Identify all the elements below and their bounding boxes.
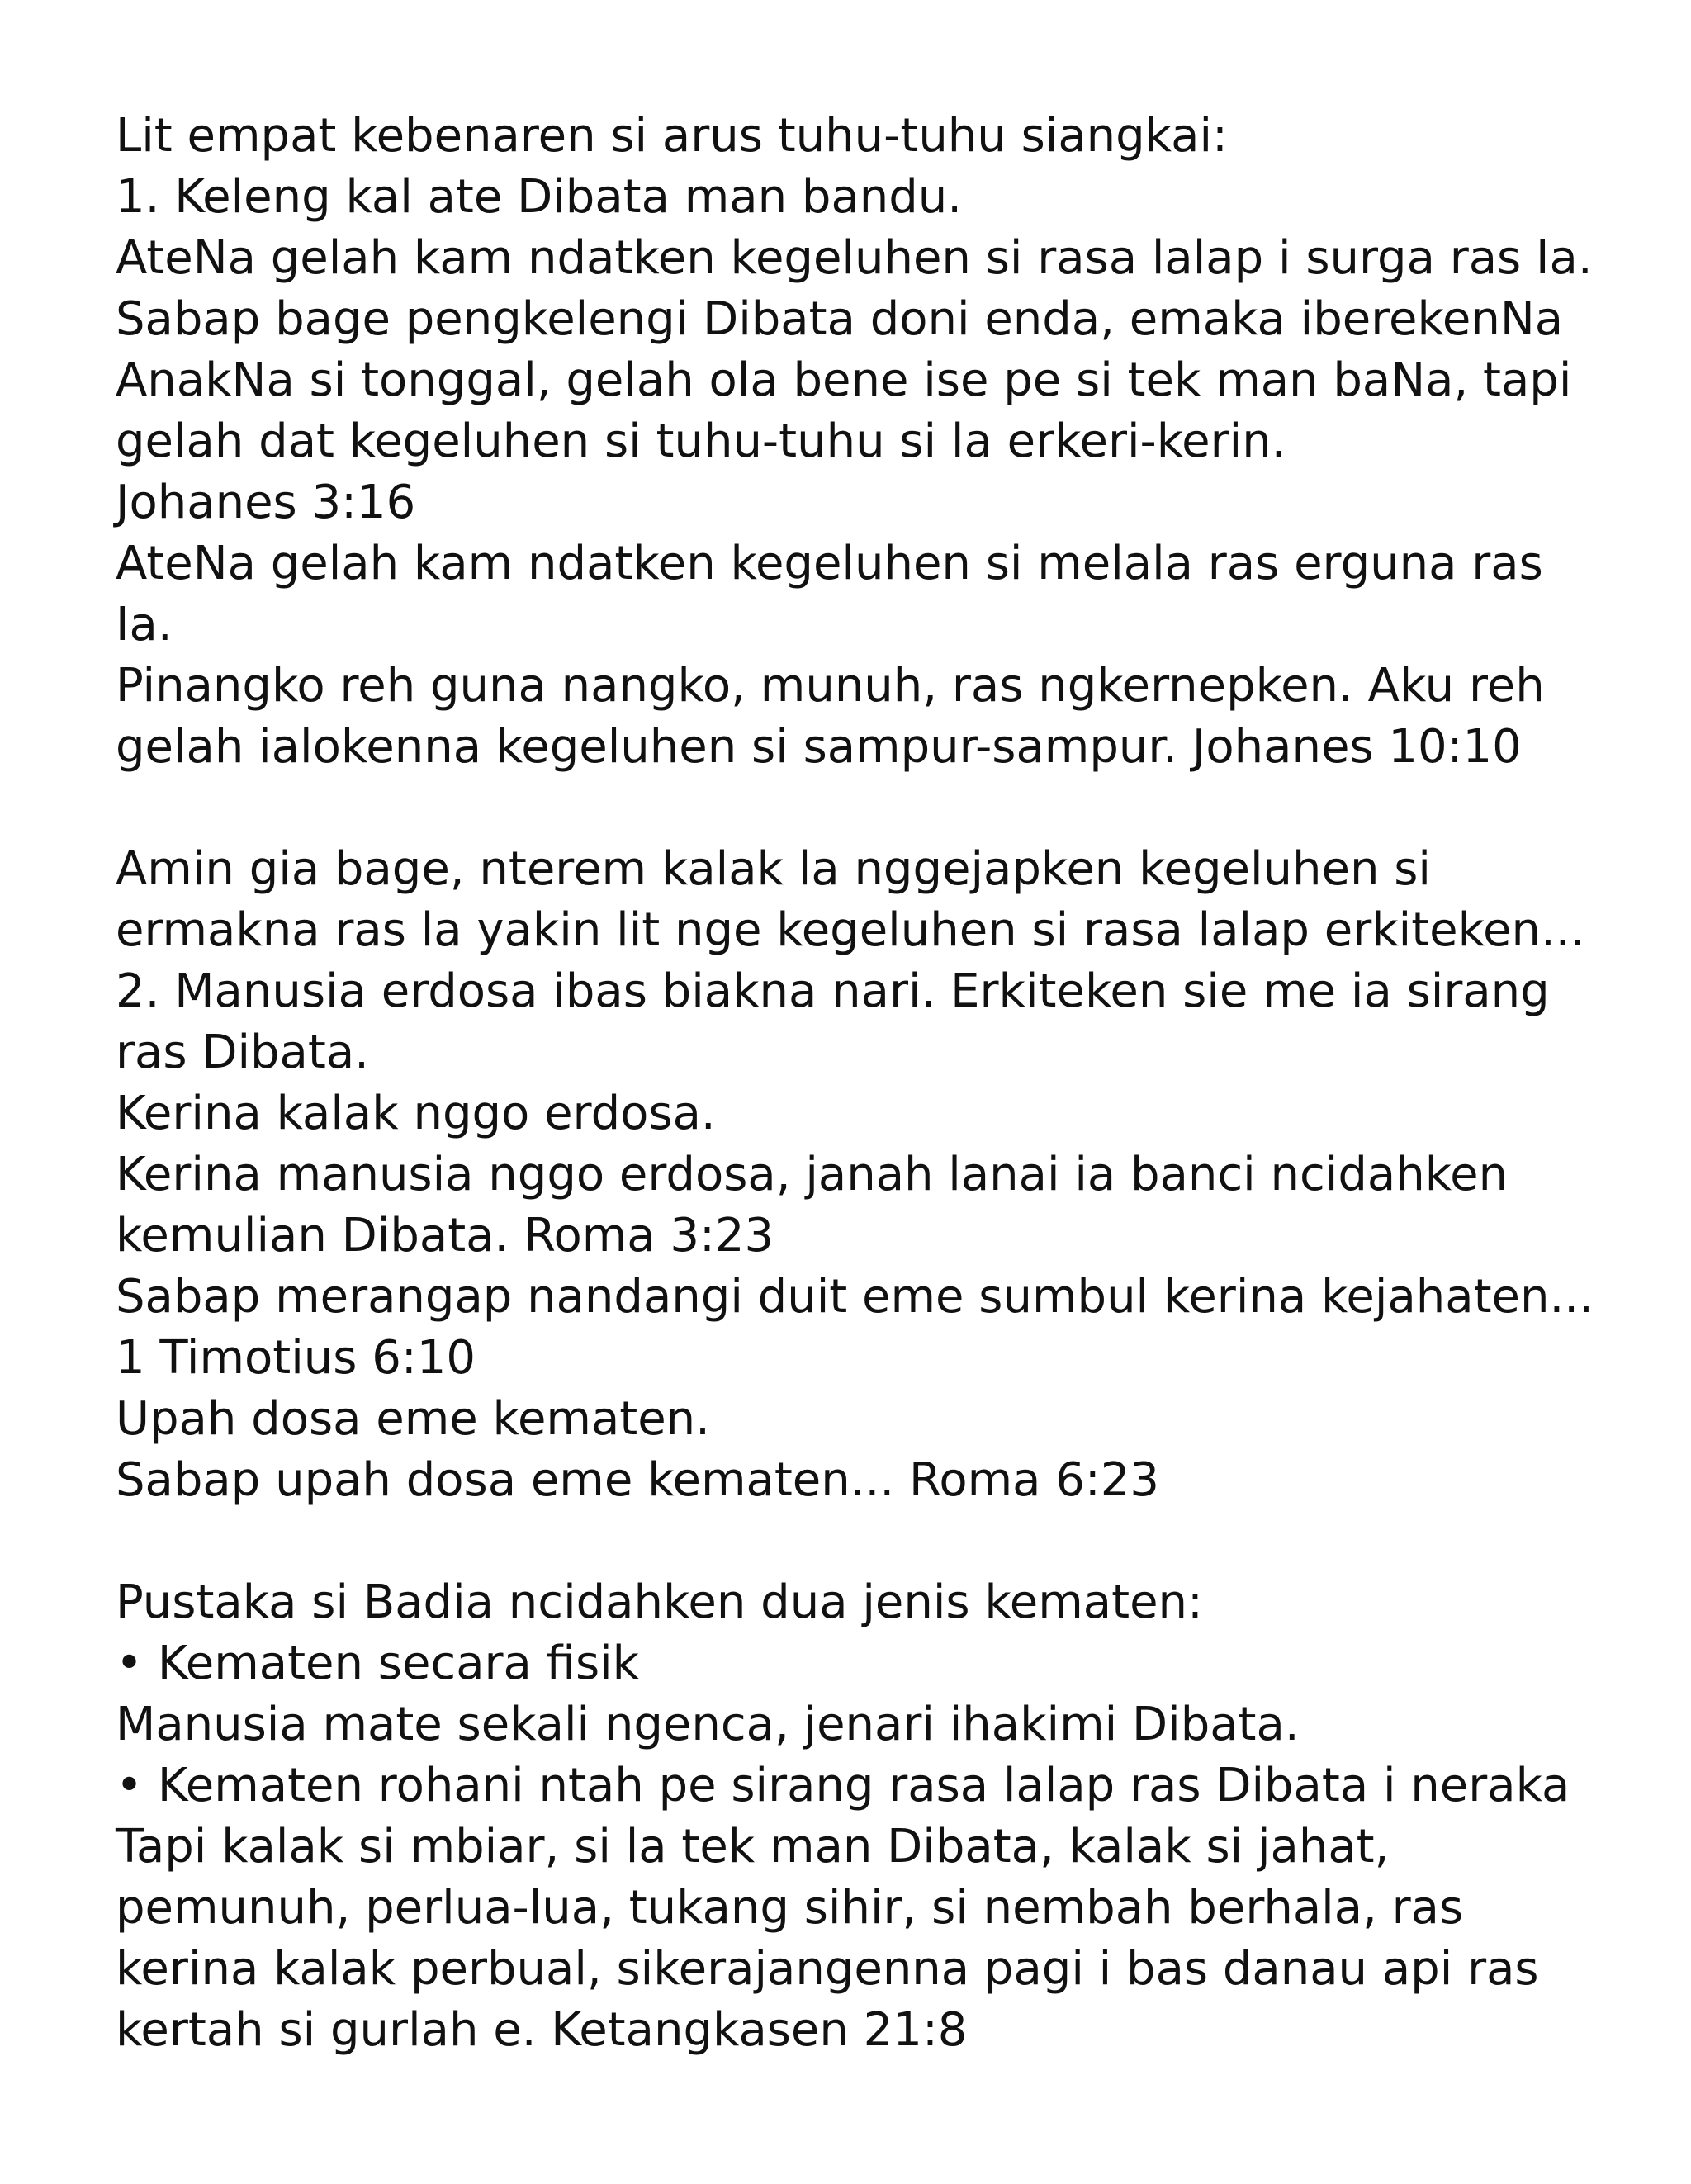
paragraph-spacer (116, 778, 1602, 839)
text-line: AnakNa si tonggal, gelah ola bene ise pe si tek man baNa, tapi (116, 353, 1572, 407)
paragraph-1 (116, 106, 1602, 778)
text-line: Pustaka si Badia ncidahken dua jenis kematen: (116, 1575, 1203, 1629)
text-line: Sabap bage pengkelengi Dibata doni enda, emaka iberekenNa (116, 292, 1564, 346)
text-line: Johanes 3:16 (116, 476, 416, 529)
text-line: 1. Keleng kal ate Dibata man bandu. (116, 170, 963, 224)
text-line: Lit empat kebenaren si arus tuhu-tuhu siangkai: (116, 109, 1228, 163)
text-line: Tapi kalak si mbiar, si la tek man Dibata, kalak si jahat, (116, 1820, 1390, 1874)
text-line: Upah dosa eme kematen. (116, 1392, 710, 1446)
text-line: ermakna ras la yakin lit nge kegeluhen si rasa lalap erkiteken... (116, 903, 1585, 957)
paragraph-2 (116, 839, 1602, 1511)
text-line: AteNa gelah kam ndatken kegeluhen si melala ras erguna ras (116, 537, 1543, 590)
text-line: Sabap merangap nandangi duit eme sumbul kerina kejahaten... (116, 1270, 1594, 1324)
text-line: 2. Manusia erdosa ibas biakna nari. Erkiteken sie me ia sirang (116, 964, 1550, 1018)
paragraph-3 (116, 1572, 1602, 2061)
text-line: • Kematen rohani ntah pe sirang rasa lalap ras Dibata i neraka (116, 1759, 1570, 1812)
text-line: Sabap upah dosa eme kematen... Roma 6:23 (116, 1453, 1160, 1507)
text-line: Pinangko reh guna nangko, munuh, ras ngkernepken. Aku reh (116, 659, 1545, 713)
text-line: AteNa gelah kam ndatken kegeluhen si rasa lalap i surga ras Ia. (116, 231, 1593, 285)
text-line: Amin gia bage, nterem kalak la nggejapken kegeluhen si (116, 842, 1431, 896)
text-line: Ia. (116, 598, 173, 651)
paragraph-spacer (116, 1511, 1602, 1572)
text-line: ras Dibata. (116, 1026, 369, 1079)
text-line: gelah dat kegeluhen si tuhu-tuhu si la erkeri-kerin. (116, 415, 1286, 468)
text-line: pemunuh, perlua-lua, tukang sihir, si nembah berhala, ras (116, 1881, 1464, 1935)
text-line: Kerina manusia nggo erdosa, janah lanai ia banci ncidahken (116, 1148, 1509, 1201)
text-line: 1 Timotius 6:10 (116, 1331, 476, 1385)
text-line: gelah ialokenna kegeluhen si sampur-sampur. Johanes 10:10 (116, 720, 1522, 774)
text-line: Manusia mate sekali ngenca, jenari ihakimi Dibata. (116, 1698, 1300, 1751)
text-line: kemulian Dibata. Roma 3:23 (116, 1209, 774, 1263)
document-body (116, 106, 1602, 2061)
text-line: kerina kalak perbual, sikerajangenna pagi i bas danau api ras (116, 1942, 1539, 1996)
text-line: kertah si gurlah e. Ketangkasen 21:8 (116, 2003, 968, 2057)
text-line: • Kematen secara fisik (116, 1637, 640, 1690)
text-line: Kerina kalak nggo erdosa. (116, 1087, 716, 1140)
